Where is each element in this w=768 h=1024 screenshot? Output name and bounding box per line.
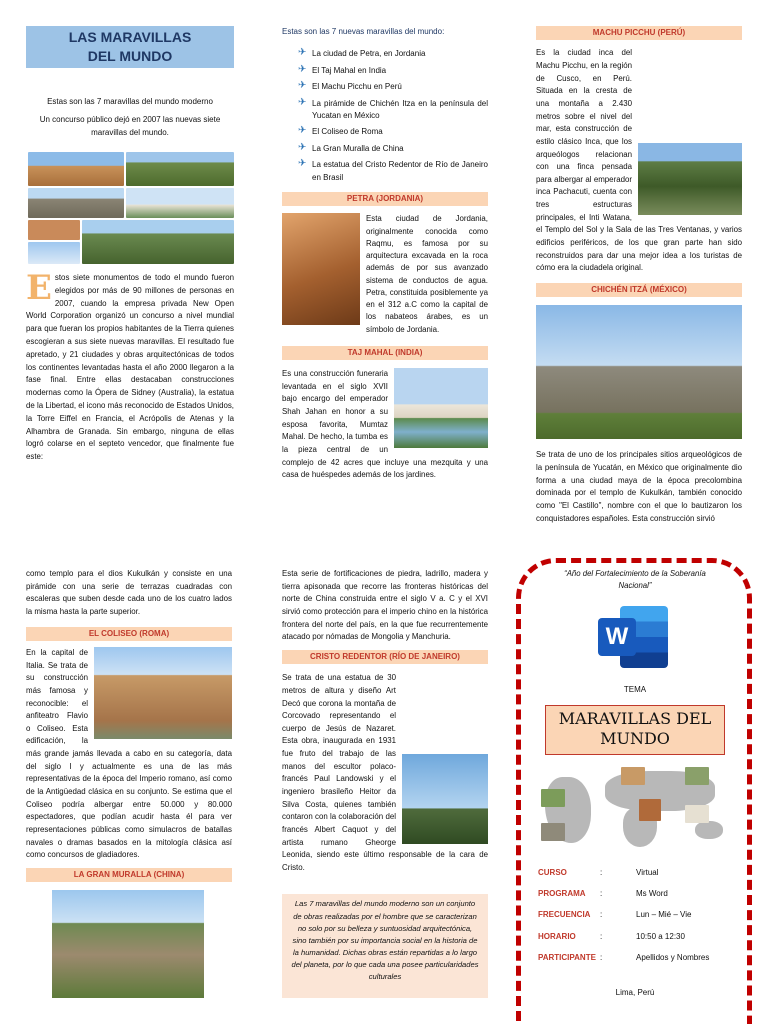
cristo-heading: CRISTO REDENTOR (RÍO DE JANEIRO) bbox=[282, 650, 488, 664]
coliseo-section: En la capital de Italia. Se trata de su construcción más famosa y reconocible: el anfiteatro Flavio o Coliseo. Esta edificación, la más grande jamás llevada a cabo en su categoría, data del siglo I y actualmente es una de las más representativas de la época del Imperio romano, así como de la Antigüedad clásica en su conjunto. Se estima que el Coliseo podría albergar entre 50.000 y 80.000 espectadores, que podían acudir hasta él para ver representaciones públicas como simulacros de batallas navales o dramas basados en la mitología clásica así como concursos de gladiadores. bbox=[26, 647, 232, 860]
wall-thumb bbox=[82, 220, 234, 264]
word-logo-badge: W bbox=[598, 618, 636, 656]
column-1-body bbox=[26, 268, 234, 464]
main-title: LAS MARAVILLAS DEL MUNDO bbox=[26, 26, 234, 68]
taj-section: Es una construcción funeraria levantada en el siglo XVII bajo encargo del emperador Shah Jahan en honor a su esposa favorita, Mumtaz Mahal. De hecho, la tumba es la pieza central de un complejo de 42 acres que incluye una mezquita y una casa de huéspedes además de los jardines. bbox=[282, 369, 488, 480]
plane-icon: ✈ bbox=[298, 80, 307, 92]
info-row: HORARIO : 10:50 a 12:30 bbox=[538, 931, 685, 941]
chichen-text: Se trata de uno de los principales sitios arqueológicos de la península de Yucatán, en México que originalmente dio forma a una ciudad maya de la época precolombina dominada por el templo de Kukulkán, también conocido como "El Castillo", nombre con el que lo bautizaron los conquistadores españoles. Esta construcción sirvió bbox=[536, 450, 742, 523]
plane-icon: ✈ bbox=[298, 141, 307, 153]
cover-content bbox=[530, 568, 740, 999]
chichen-heading: CHICHÉN ITZÁ (MÉXICO) bbox=[536, 283, 742, 297]
dropcap-letter: E bbox=[26, 268, 52, 308]
info-row: PROGRAMA : Ms Word bbox=[538, 888, 668, 898]
machu-photo bbox=[638, 143, 742, 215]
list-heading: Estas son las 7 nuevas maravillas del mundo: bbox=[282, 27, 445, 36]
chichen-continuation: como templo para el dios Kukulkán y consiste en una pirámide con una serie de terrazas cuadradas con escaleras que suben desde cada uno de los cuatro lados la misma hasta la parte superior. bbox=[26, 569, 232, 616]
chichen-photo bbox=[536, 305, 742, 439]
cover-title: MARAVILLAS DEL MUNDO bbox=[545, 705, 725, 755]
info-row: CURSO : Virtual bbox=[538, 867, 659, 877]
petra-heading: PETRA (JORDANIA) bbox=[282, 192, 488, 206]
map-thumb bbox=[685, 767, 709, 785]
map-thumb bbox=[541, 789, 565, 807]
plane-icon: ✈ bbox=[298, 63, 307, 75]
petra-thumb bbox=[28, 220, 80, 240]
list-item: ✈ El Coliseo de Roma bbox=[298, 125, 383, 137]
taj-photo bbox=[394, 368, 488, 448]
list-item: ✈ La pirámide de Chichén Itza en la península del Yucatan en México bbox=[298, 96, 488, 120]
coliseo-photo bbox=[94, 647, 232, 739]
machu-section: Es la ciudad inca del Machu Picchu, en la región de Cusco, en Perú. Situada en la cresta de una montaña a 2.430 metros sobre el nivel del mar, esta construcción de estilo clásico Inca, que los arqueólogos relacionan con una finca pensada para albergar al emperador inca Pachacuti, cuenta con tres estructuras principales, el Inti Watana, el Templo del Sol y la Sala de las Tres Ventanas, y varios edificios periféricos, de los que gran parte han sido reconstruidos para dar una mejor idea a los turistas de cómo era la ciudadela original. bbox=[536, 48, 742, 273]
tema-label: TEMA bbox=[623, 685, 647, 695]
petra-section: Esta ciudad de Jordania, originalmente conocida como Raqmu, es famosa por su arquitectura excavada en la roca además de por sus avanzado sistema de conductos de agua. Petra, constituida posiblemente ya en el 312 a.C como la capital de los nabateos árabes, es un símbolo de Jordania. bbox=[282, 213, 488, 336]
list-item: ✈ La Gran Muralla de China bbox=[298, 141, 404, 153]
list-item: ✈ La ciudad de Petra, en Jordania bbox=[298, 47, 426, 59]
info-row: PARTICIPANTE : Apellidos y Nombres bbox=[538, 953, 710, 963]
wonders-list bbox=[282, 48, 488, 184]
list-item: ✈ El Machu Picchu en Perú bbox=[298, 80, 402, 92]
column-4 bbox=[26, 568, 232, 998]
info-table bbox=[530, 867, 740, 965]
coliseo-heading: EL COLISEO (ROMA) bbox=[26, 627, 232, 641]
plane-icon: ✈ bbox=[298, 125, 307, 137]
world-map bbox=[535, 765, 735, 853]
column-1 bbox=[26, 26, 234, 139]
coliseo-thumb bbox=[28, 152, 124, 186]
info-row: FRECUENCIA : Lun – Mié – Vie bbox=[538, 910, 692, 920]
column-5 bbox=[282, 568, 488, 998]
map-thumb bbox=[639, 799, 661, 821]
place-label: Lima, Perú bbox=[615, 987, 655, 997]
map-thumb bbox=[621, 767, 645, 785]
pyramid-thumb bbox=[28, 188, 124, 218]
muralla-photo bbox=[52, 890, 204, 998]
body-paragraph: stos siete monumentos de todo el mundo fueron elegidos por más de 90 millones de personas en 2007, cuando la empresa privada New Open World Corporation organizó un concurso a nivel mundial para que fueran los propios habitantes de la Tierra quienes escogieran a sus siete nuevas maravillas. El resultado fue apretado, y 21 ciudades y obras arquitectónicas de todos los continentes levantadas hasta el año 2000 llegaron a la fase final. Entre ellas destacaban construcciones modernas como la Ópera de Sidney (Australia), la estatua de la Libertad, el icono más reconocido de Estados Unidos, la Torre Eiffel en Francia, el Acrópolis de Atenas y la Alhambra de Granada. Sin embargo, ninguna de ellas logró colarse en el septeto vencedor, que finalmente fue este: bbox=[26, 273, 234, 462]
list-item: ✈ El Taj Mahal en India bbox=[298, 63, 387, 75]
wonders-collage bbox=[28, 152, 234, 264]
cristo-photo bbox=[402, 754, 488, 844]
cristo-section: Se trata de una estatua de 30 metros de altura y diseño Art Decó que corona la montaña de Corcovado representando el cuerpo de Jesús de Nazaret. Esta obra, inaugurada en 1931 fue fruto del trabajo de las manos del escultor polaco-francés Paul Landowski y el ingeniero brasileño Heitor da Silva Costa, quienes también contaron con la colaboración del francés Albert Caquot y del artista rumano Gheorge Leonida, siendo este último responsable de la cara de Cristo. bbox=[282, 673, 488, 872]
machu-heading: MACHU PICCHU (PERÚ) bbox=[536, 26, 742, 40]
muralla-heading: LA GRAN MURALLA (CHINA) bbox=[26, 868, 232, 882]
map-oceania bbox=[695, 821, 723, 839]
muralla-text: Esta serie de fortificaciones de piedra, ladrillo, madera y tierra apisonada que recorre las fronteras históricas del norte de China construida entre el siglo V a. C y el XVI sirvió como protección para el imperio chino en la histórica frontera del norte del país, en la que fue recurrentemente atacado por nómadas de Mongolia y Manchuria. bbox=[282, 569, 488, 642]
column-3 bbox=[536, 26, 742, 525]
petra-photo bbox=[282, 213, 360, 325]
intro-line: Estas son las 7 maravillas del mundo moderno bbox=[47, 97, 213, 106]
column-2 bbox=[282, 26, 488, 482]
plane-icon: ✈ bbox=[298, 158, 307, 170]
machu-thumb bbox=[126, 152, 234, 186]
map-thumb bbox=[685, 805, 709, 823]
plane-icon: ✈ bbox=[298, 96, 307, 108]
taj-heading: TAJ MAHAL (INDIA) bbox=[282, 346, 488, 360]
map-thumb bbox=[541, 823, 565, 841]
intro-paragraph: Un concurso público dejó en 2007 las nuevas siete maravillas del mundo. bbox=[39, 115, 221, 137]
taj-thumb bbox=[126, 188, 234, 218]
plane-icon: ✈ bbox=[298, 47, 307, 59]
quote-box: Las 7 maravillas del mundo moderno son un conjunto de obras realizadas por el hombre que se caracterizan no solo por su belleza y suntuosidad arquitectónica, sino también por su importancia social en la historia de la humanidad. Dichas obras están repartidas a lo largo del planeta, por lo que cada una posee particularidades culturales bbox=[282, 894, 488, 998]
cristo-thumb bbox=[28, 242, 80, 264]
word-logo bbox=[598, 606, 672, 668]
list-item: ✈ La estatua del Cristo Redentor de Río de Janeiro en Brasil bbox=[298, 158, 488, 182]
motto: “Año del Fortalecimiento de la Soberanía Nacional” bbox=[564, 569, 706, 591]
